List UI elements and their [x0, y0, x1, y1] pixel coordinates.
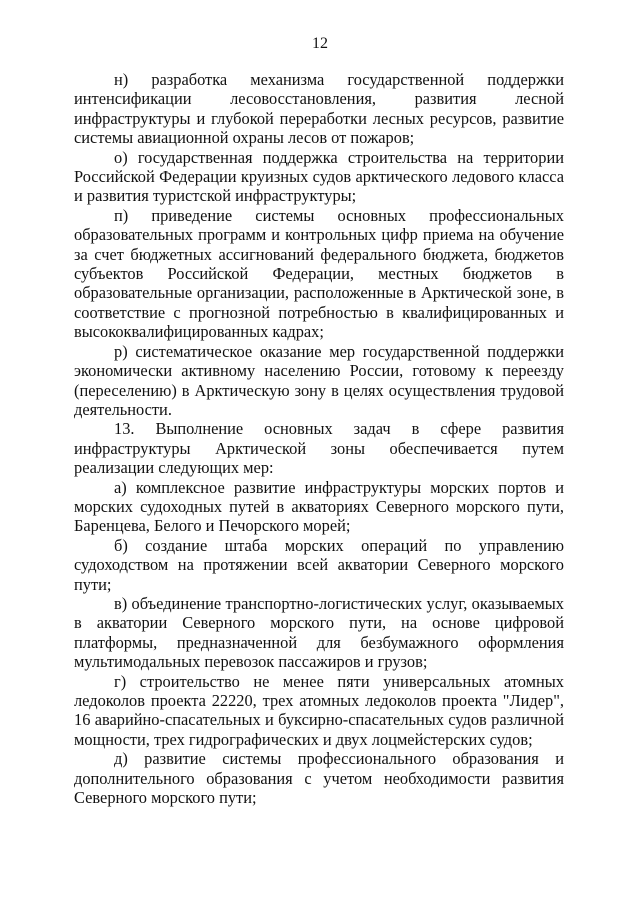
paragraph-item-a: а) комплексное развитие инфраструктуры морских портов и морских судоходных путей в акваториях Северного морского пути, Баренцева, Белого и Печорского морей; [74, 477, 564, 536]
paragraph-item-r: р) систематическое оказание мер государственной поддержки экономически активному населению России, готовому к переезду (переселению) в Арктическую зону в целях осуществления трудовой деятельности. [74, 341, 564, 419]
paragraph-item-n: н) разработка механизма государственной поддержки интенсификации лесовосстановления, развития лесной инфраструктуры и глубокой переработки лесных ресурсов, развитие системы авиационной охраны лесов от пожаров; [74, 70, 564, 148]
paragraph-item-o: о) государственная поддержка строительства на территории Российской Федерации круизных судов арктического ледового класса и развития туристской инфраструктуры; [74, 147, 564, 206]
paragraph-section-13: 13. Выполнение основных задач в сфере развития инфраструктуры Арктической зоны обеспечивается путем реализации следующих мер: [74, 419, 564, 478]
document-body [74, 70, 564, 807]
paragraph-item-p: п) приведение системы основных профессиональных образовательных программ и контрольных цифр приема на обучение за счет бюджетных ассигнований федерального бюджета, бюджетов субъектов Российской Федерации, местных бюджетов в образовательные организации, расположенные в Арктической зоне, в соответствие с прогнозной потребностью в квалифицированных и высококвалифицированных кадрах; [74, 205, 564, 342]
paragraph-item-d: д) развитие системы профессионального образования и дополнительного образования с учетом необходимости развития Северного морского пути; [74, 749, 564, 808]
paragraph-item-v: в) объединение транспортно-логистических услуг, оказываемых в акватории Северного морского пути, на основе цифровой платформы, предназначенной для безбумажного оформления мультимодальных перевозок пассажиров и грузов; [74, 593, 564, 672]
paragraph-item-g: г) строительство не менее пяти универсальных атомных ледоколов проекта 22220, трех атомных ледоколов проекта "Лидер", 16 аварийно-спасательных и буксирно-спасательных судов различной мощности, трех гидрографических и двух лоцмейстерских судов; [74, 671, 564, 749]
page-number: 12 [312, 35, 328, 52]
paragraph-item-b: б) создание штаба морских операций по управлению судоходством на протяжении всей акватории Северного морского пути; [74, 535, 564, 594]
